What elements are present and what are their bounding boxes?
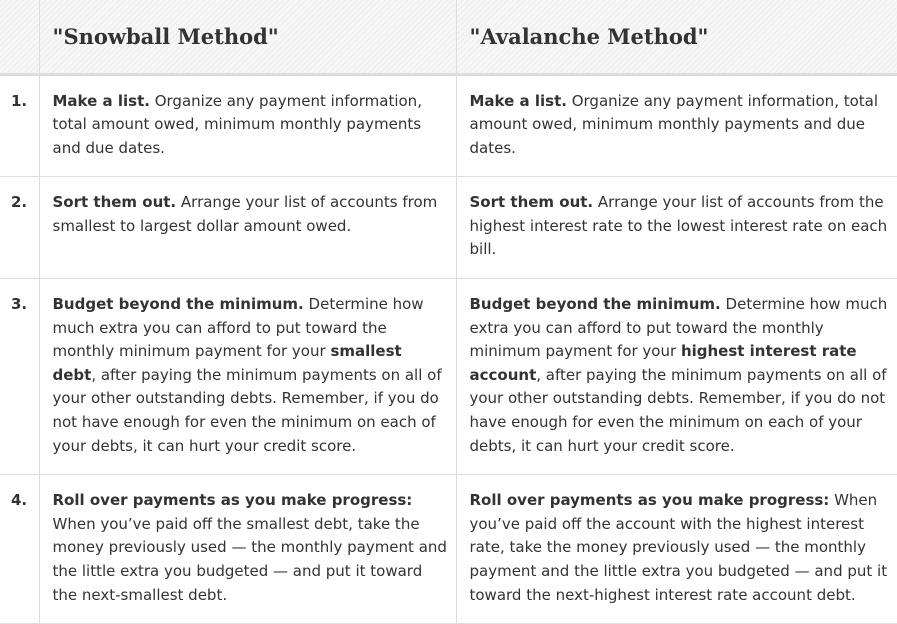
snowball-step-cell <box>39 74 456 177</box>
table-header-row <box>0 0 897 74</box>
step-number: 2. <box>0 177 39 279</box>
snowball-step-cell <box>39 475 456 624</box>
step-text: Arrange your list of accounts from the highest interest rate to the lowest interest rate on each bill. <box>469 193 888 259</box>
step-heading: Make a list. <box>52 91 150 110</box>
table-body <box>0 74 897 624</box>
avalanche-step-cell <box>456 279 897 475</box>
step-number: 3. <box>0 279 39 475</box>
step-heading: Roll over payments as you make progress: <box>469 491 830 510</box>
step-text: When you’ve paid off the smallest debt, take the money previously used — the monthly payment and the little extra you budgeted — and put it toward the next-smallest debt. <box>52 514 447 604</box>
step-heading: Make a list. <box>469 91 567 110</box>
step-heading: Sort them out. <box>469 193 594 212</box>
step-number: 4. <box>0 475 39 624</box>
step-text: Organize any payment information, total amount owed, minimum monthly payments and due dates. <box>469 91 879 157</box>
avalanche-step-cell <box>456 74 897 177</box>
avalanche-step-cell <box>456 475 897 624</box>
table-row <box>0 177 897 279</box>
step-text: When you’ve paid off the account with the highest interest rate, take the money previously used — the monthly payment and the little extra you budgeted — and put it toward the next-highest interest rate account debt. <box>469 491 888 604</box>
avalanche-method-header: "Avalanche Method" <box>456 0 897 74</box>
step-text: , after paying the minimum payments on all of your other outstanding debts. Remember, if you do not have enough for even the minimum on each of your debts, it can hurt your credit score. <box>52 365 442 455</box>
snowball-step-cell <box>39 279 456 475</box>
step-text: Determine how much extra you can afford to put toward the monthly minimum payment for your <box>469 295 888 361</box>
step-heading: Budget beyond the minimum. <box>469 295 721 314</box>
step-text: Determine how much extra you can afford to put toward the monthly minimum payment for your <box>52 295 424 361</box>
table-row <box>0 279 897 475</box>
step-heading: Roll over payments as you make progress: <box>52 491 413 510</box>
step-number-header <box>0 0 39 74</box>
avalanche-step-cell <box>456 177 897 279</box>
step-number: 1. <box>0 74 39 177</box>
step-text: Organize any payment information, total amount owed, minimum monthly payments and due dates. <box>52 91 422 157</box>
emphasis-text: smallest debt <box>52 342 402 384</box>
step-text: , after paying the minimum payments on all of your other outstanding debts. Remember, if you do not have enough for even the minimum on each of your debts, it can hurt your credit score. <box>469 365 887 455</box>
snowball-step-cell <box>39 177 456 279</box>
step-text: Arrange your list of accounts from smallest to largest dollar amount owed. <box>52 193 438 235</box>
snowball-method-header: "Snowball Method" <box>39 0 456 74</box>
emphasis-text: highest interest rate account <box>469 342 857 384</box>
table-row <box>0 475 897 624</box>
step-heading: Budget beyond the minimum. <box>52 295 304 314</box>
table-row <box>0 74 897 177</box>
step-heading: Sort them out. <box>52 193 177 212</box>
